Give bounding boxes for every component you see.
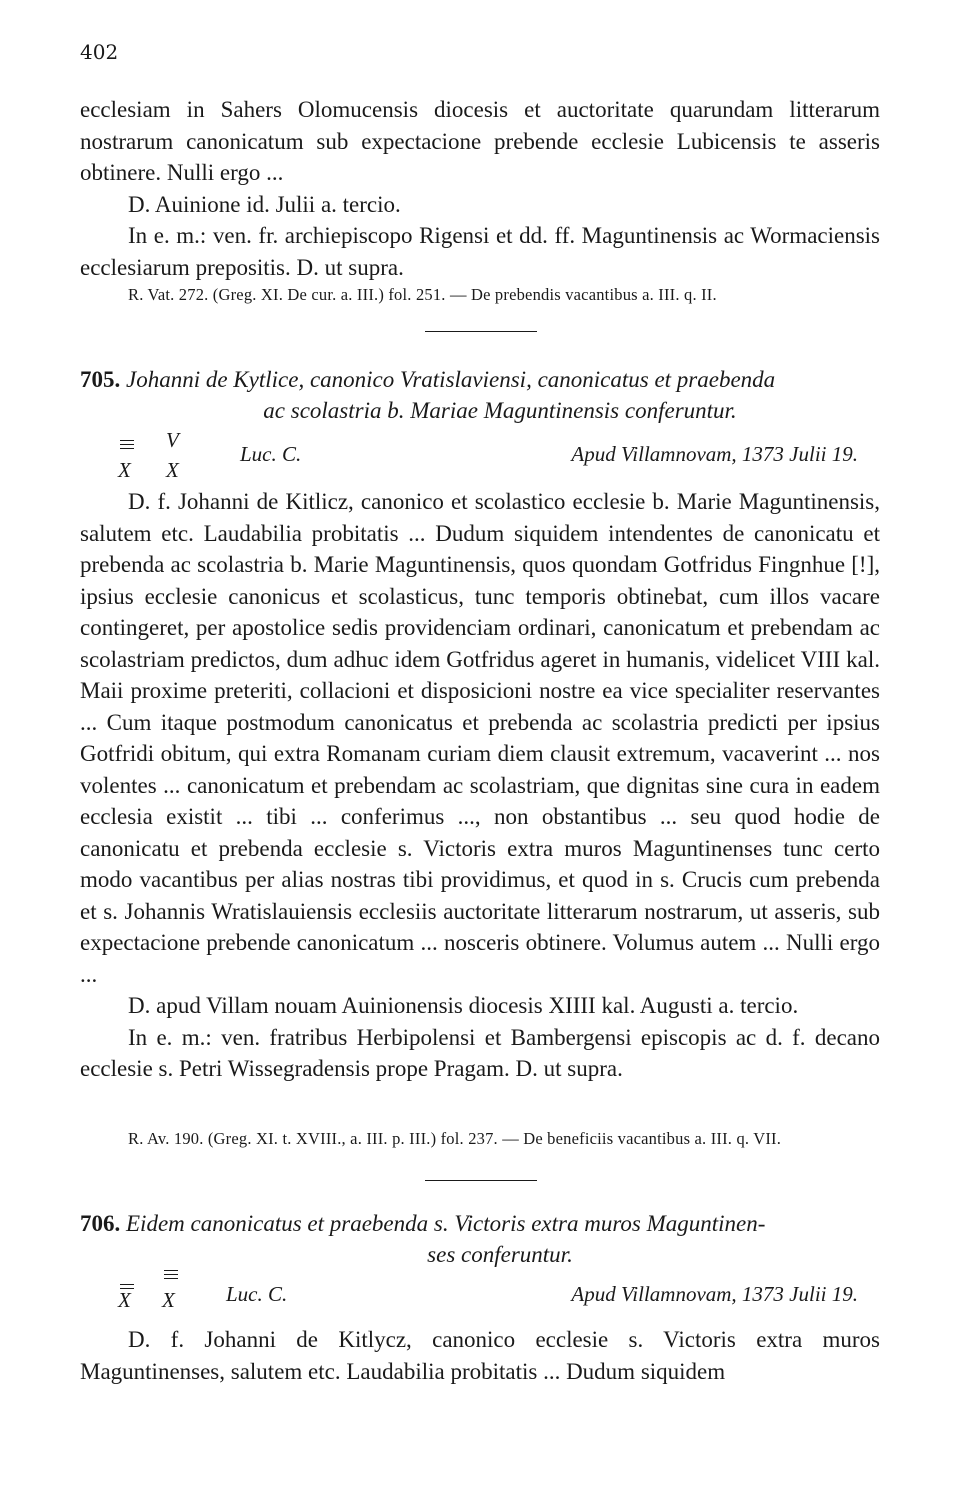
doc-706-body — [80, 1324, 880, 1387]
doc-706-heading — [80, 1208, 880, 1270]
doc-706-dateline — [80, 1268, 880, 1332]
carryover-block — [80, 94, 880, 283]
carryover-dating: D. Auinione id. Julii a. tercio. — [128, 191, 401, 217]
doc-title: Eidem canonicatus et praebenda s. Victoris extra muros Maguntinen- — [126, 1211, 766, 1236]
doc-paragraph: D. f. Johanni de Kitlycz, canonico ecclesie s. Victoris extra muros Maguntinenses, salutem etc. Laudabilia probitatis ... Dudum siquidem — [80, 1327, 880, 1384]
doc-number: 706. — [80, 1211, 121, 1236]
separator-rule — [425, 331, 537, 332]
doc-705-body — [80, 486, 880, 1085]
separator-rule — [425, 1180, 537, 1181]
place-date: Apud Villamnovam, 1373 Julii 19. — [571, 442, 858, 466]
source-note: R. Av. 190. (Greg. XI. t. XVIII., a. III. p. III.) fol. 237. — De beneficiis vacantibus a. III. q. VII. — [128, 1129, 782, 1148]
doc-705-dateline — [80, 428, 880, 492]
doc-in-eundem-modum: In e. m.: ven. fratribus Herbipolensi et Bambergensi episcopis ac d. f. decano ecclesie s. Petri Wissegradensis prope Pragam. D. ut supra. — [80, 1024, 880, 1081]
registration-mark-top: V — [166, 428, 179, 452]
carryover-in-eundem-modum: In e. m.: ven. fr. archiepiscopo Rigensi et dd. ff. Maguntinensis ac Wormaciensis ecclesiarum prepositis. D. ut supra. — [80, 223, 880, 280]
doc-title: Johanni de Kytlice, canonico Vratislaviensi, canonicatus et praebenda — [126, 367, 776, 392]
chancery-note: Luc. C. — [240, 442, 302, 466]
registration-mark-left: X — [118, 458, 131, 482]
place-date: Apud Villamnovam, 1373 Julii 19. — [571, 1282, 858, 1306]
doc-paragraph: D. f. Johanni de Kitlicz, canonico et scolastico ecclesie b. Marie Maguntinensis, salutem etc. Laudabilia probitatis ... Dudum siquidem intendentes de canonicatu et prebenda ac scolastria b. Marie Maguntinensis, quos quondam Gotfridus Fingnhue [!], ipsius ecclesie canonicus et scolasticus, tunc temporis obtinebat, cum illos vacare contingeret, per apostolice sedis providenciam ordinari, canonicatum et prebendam ac scolastriam predictos, dum adhuc idem Gotfridus ageret in humanis, videlicet VIII kal. Maii proxime preteriti, collacioni et disposicioni nostre ea vice specialiter reservantes ... Cum itaque postmodum canonicatus et prebenda ac scolastria predicti per ipsius Gotfridi obitum, qui extra Romanam curiam diem clausit extremum, vacaverint ... nos volentes ... canonicatum et prebendam ac scolastriam, que dignitas sine cura in eadem ecclesia existit ... tibi ... conferimus ..., non obstantibus ... seu quod hodie de canonicatu et prebenda ecclesie s. Victoris extra muros Maguntinenses tunc certo modo vacantibus per alias nostras tibi providimus, et quod in s. Crucis cum prebenda et s. Johannis Wratislauiensis ecclesiis auctoritate litterarum nostrarum, ut asseris, sub expectacione prebende canonicatum ... nosceris obtinere. Volumus autem ... Nulli ergo ... — [80, 489, 880, 987]
registration-mark-right: X — [162, 1288, 175, 1312]
doc-dating: D. apud Villam nouam Auinionensis diocesis XIIII kal. Augusti a. tercio. — [128, 993, 799, 1018]
doc-title-cont: ac scolastria b. Mariae Maguntinensis conferuntur. — [263, 398, 737, 423]
doc-number: 705. — [80, 367, 121, 392]
carryover-source — [80, 284, 880, 306]
registration-bars-right — [164, 1270, 178, 1282]
registration-mark-left: X — [118, 1288, 131, 1312]
registration-mark-right: X — [166, 458, 179, 482]
registration-bars — [120, 440, 134, 452]
doc-705-heading — [80, 364, 880, 426]
carryover-paragraph: ecclesiam in Sahers Olomucensis diocesis et auctoritate quarundam litterarum nostrarum canonicatum sub expectacione prebende ecclesie Lubicensis te asseris obtinere. Nulli ergo ... — [80, 97, 880, 185]
chancery-note: Luc. C. — [226, 1282, 288, 1306]
doc-title-cont: ses conferuntur. — [427, 1242, 573, 1267]
page-number: 402 — [80, 40, 119, 64]
source-note: R. Vat. 272. (Greg. XI. De cur. a. III.) fol. 251. — De prebendis vacantibus a. III. q. II. — [128, 285, 717, 304]
doc-705-source — [80, 1128, 880, 1150]
